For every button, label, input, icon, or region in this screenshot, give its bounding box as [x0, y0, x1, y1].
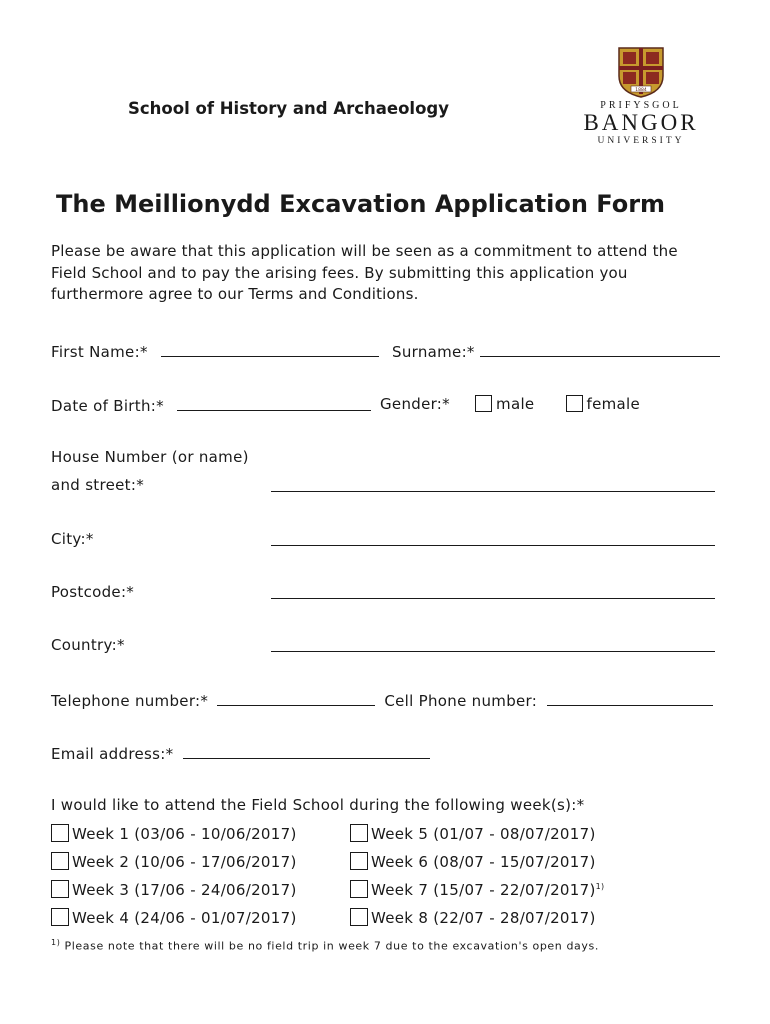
- footnote: [51, 938, 599, 953]
- postcode-field[interactable]: [271, 583, 715, 599]
- gender-row: [380, 395, 640, 413]
- male-label: male: [496, 395, 535, 413]
- week-5-checkbox[interactable]: [350, 824, 368, 842]
- email-field[interactable]: [183, 743, 430, 759]
- logo-bangor: BANGOR: [583, 110, 699, 135]
- crest-year: 1884: [635, 88, 647, 93]
- week-3-row: [51, 880, 297, 899]
- logo-prifysgol: PRIFYSGOL: [600, 100, 682, 111]
- intro-paragraph: Please be aware that this application will be seen as a commitment to attend the Field School and to pay the arising fees. By submitting this application you furthermore agree to our Terms and Conditions.: [51, 242, 678, 303]
- week-7-footnote-mark: 1): [595, 882, 605, 891]
- female-checkbox[interactable]: [566, 395, 583, 412]
- surname-label: Surname:*: [392, 343, 475, 361]
- dob-label: Date of Birth:*: [51, 397, 164, 415]
- week-5-row: [350, 824, 596, 843]
- week-4-label: Week 4 (24/06 - 01/07/2017): [72, 909, 297, 927]
- female-label: female: [586, 395, 641, 413]
- week-7-label: Week 7 (15/07 - 22/07/2017): [371, 881, 596, 899]
- week-7-row: [350, 880, 604, 899]
- city-label: City:*: [51, 530, 94, 548]
- house-label-line1: House Number (or name): [51, 448, 249, 466]
- form-title: The Meillionydd Excavation Application Form: [56, 190, 666, 218]
- house-label-line2: and street:*: [51, 476, 145, 494]
- surname-row: [392, 341, 720, 361]
- first-name-label: First Name:*: [51, 343, 148, 361]
- week-4-row: [51, 908, 297, 927]
- gender-label: Gender:*: [380, 395, 450, 413]
- cell-field[interactable]: [547, 690, 713, 706]
- bangor-university-logo: [570, 46, 712, 151]
- country-label: Country:*: [51, 636, 125, 654]
- footnote-mark: 1): [51, 938, 61, 947]
- week-2-row: [51, 852, 297, 871]
- university-crest-icon: [617, 46, 665, 98]
- country-field[interactable]: [271, 636, 715, 652]
- email-row: [51, 743, 430, 763]
- week-5-label: Week 5 (01/07 - 08/07/2017): [371, 825, 596, 843]
- dob-field[interactable]: [177, 395, 371, 411]
- email-label: Email address:*: [51, 745, 174, 763]
- week-4-checkbox[interactable]: [51, 908, 69, 926]
- surname-field[interactable]: [480, 341, 720, 357]
- week-8-row: [350, 908, 596, 927]
- week-6-row: [350, 852, 596, 871]
- week-1-checkbox[interactable]: [51, 824, 69, 842]
- first-name-row: [51, 341, 379, 361]
- footnote-text: Please note that there will be no field trip in week 7 due to the excavation's open days.: [64, 939, 599, 953]
- cell-label: Cell Phone number:: [384, 692, 538, 710]
- school-name: School of History and Archaeology: [128, 99, 449, 118]
- week-1-row: [51, 824, 297, 843]
- week-1-label: Week 1 (03/06 - 10/06/2017): [72, 825, 297, 843]
- week-8-label: Week 8 (22/07 - 28/07/2017): [371, 909, 596, 927]
- postcode-label: Postcode:*: [51, 583, 135, 601]
- weeks-prompt: I would like to attend the Field School during the following week(s):*: [51, 796, 585, 814]
- telephone-field[interactable]: [217, 690, 375, 706]
- week-6-checkbox[interactable]: [350, 852, 368, 870]
- street-field[interactable]: [271, 476, 715, 492]
- logo-university: UNIVERSITY: [597, 136, 685, 146]
- week-6-label: Week 6 (08/07 - 15/07/2017): [371, 853, 596, 871]
- first-name-field[interactable]: [161, 341, 379, 357]
- male-checkbox[interactable]: [475, 395, 492, 412]
- week-3-checkbox[interactable]: [51, 880, 69, 898]
- week-2-checkbox[interactable]: [51, 852, 69, 870]
- telephone-row: [51, 690, 713, 710]
- week-3-label: Week 3 (17/06 - 24/06/2017): [72, 881, 297, 899]
- city-field[interactable]: [271, 530, 715, 546]
- telephone-label: Telephone number:*: [51, 692, 209, 710]
- week-8-checkbox[interactable]: [350, 908, 368, 926]
- dob-row: [51, 395, 371, 415]
- week-7-checkbox[interactable]: [350, 880, 368, 898]
- week-2-label: Week 2 (10/06 - 17/06/2017): [72, 853, 297, 871]
